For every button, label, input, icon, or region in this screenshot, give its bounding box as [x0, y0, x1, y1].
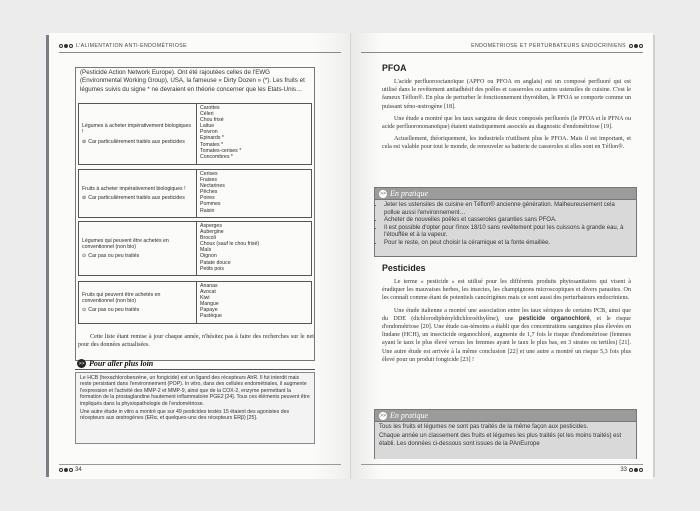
row-note: Car particulièrement traités aux pesticides — [88, 138, 185, 145]
text-run: Une étude italienne a montré une association entre les taux sériques de certains PCB, ainsi que du DDE (dichlorodiphényldichloroéthylène), une — [382, 307, 631, 322]
no-icon: ⊘ — [82, 138, 87, 145]
list-item: Papaye — [200, 307, 218, 314]
section-title-pesticides: Pesticides — [382, 263, 426, 273]
section-title-pfoa: PFOA — [382, 63, 407, 73]
list-item: • Pour le reste, on peut choisir la céramique et la fonte émaillée. — [384, 240, 632, 248]
list-item: Aubergine — [200, 229, 224, 236]
footer-rule — [361, 464, 643, 465]
pratique-list — [375, 202, 636, 248]
heading-rule — [75, 369, 315, 370]
row-note: Car pas ou peu traités — [88, 253, 140, 260]
en-pratique-header — [375, 410, 636, 422]
list-item: Nectarines — [200, 183, 225, 190]
folio-right — [620, 467, 643, 473]
list-item: Tomates-cerises * — [200, 147, 242, 154]
book-edge-right — [653, 35, 655, 477]
bold-term: pesticide organochloré — [518, 314, 590, 322]
list-item: Tomates * — [200, 141, 224, 148]
pesticides-text — [382, 278, 631, 368]
paragraph: Une étude a montré que les taux sanguins de deux composés perfluorés (le PFOA et le PFNA ou acide perfluorononanoïque) étaient statistiquement associés au diagnostic d'endométriose [19]. — [382, 115, 631, 131]
list-item: Brocoli — [200, 235, 216, 242]
aller-plus-loin-heading — [77, 359, 153, 368]
list-item: Epinards * — [200, 135, 224, 142]
ornament-dots — [629, 44, 643, 48]
no-icon: ⊘ — [82, 195, 87, 201]
list-item: • Jeter les ustensiles de cuisine en Téflon® ancienne génération. Malheureusement cela pollue aussi l'environnement… — [384, 202, 632, 217]
right-page — [351, 33, 653, 479]
ok-icon: ⊙ — [82, 253, 87, 260]
table-row — [78, 281, 312, 324]
en-pratique-header — [375, 188, 636, 200]
running-head-text: L'ALIMENTATION ANTI-ENDOMÉTRIOSE — [76, 43, 188, 49]
running-head-right — [471, 43, 643, 49]
list-item: Laitue — [200, 123, 215, 130]
row-label-cell — [79, 282, 197, 323]
footer-rule — [59, 464, 341, 465]
row-label: Légumes à acheter impérativement biologiques ! — [82, 123, 192, 136]
list-item: Fraises — [200, 177, 218, 184]
row-label-cell — [79, 170, 197, 217]
open-book — [49, 33, 653, 479]
ok-icon: ⊙ — [82, 307, 87, 314]
left-page — [49, 33, 351, 479]
list-item: Céleri — [200, 111, 214, 118]
list-item: • Acheter de nouvelles poêles et casseroles garanties sans PFOA. — [384, 217, 632, 225]
table-row — [78, 103, 312, 165]
header-rule — [59, 52, 341, 53]
paragraph — [382, 307, 631, 364]
text-run: , et le risque d'endométriose [20]. Une étude cas-témoins a établi que des concentrations sanguines plus élevées en lindane (HCH), un insecticide organochloré, augmente de 1,7 fois le risque d'endométriose (femmes ayant le taux le plus élevé — [382, 315, 631, 347]
row-note: Car particulièrement traités aux pesticides — [88, 195, 185, 201]
en-pratique-box-2 — [374, 409, 637, 459]
list-item: Oignon — [200, 253, 217, 260]
list-item: Petits pois — [200, 265, 224, 272]
aller-plus-loin-title: Pour aller plus loin — [89, 359, 154, 368]
list-item: Carottes — [200, 105, 220, 111]
running-head-left — [59, 43, 187, 49]
list-item: Cerises — [200, 171, 218, 177]
arrows-icon: >> — [380, 190, 386, 197]
list-item: Poires — [200, 195, 215, 202]
en-pratique-title: En pratique — [390, 189, 428, 198]
header-rule — [361, 52, 643, 53]
list-item: Chou frisé — [200, 117, 224, 124]
list-item: Poivron — [200, 129, 218, 136]
row-items-cell — [197, 282, 311, 323]
list-item: Pastèque — [200, 313, 222, 320]
row-label: Légumes qui peuvent être achetés en conventionnel (non bio) — [82, 237, 169, 250]
folio-left — [59, 467, 82, 473]
paragraph: Tous les fruits et légumes ne sont pas traités de la même façon aux pesticides. — [379, 424, 589, 430]
row-label-cell — [79, 104, 197, 164]
paragraph: L'acide perfluorooctanoïque (APFO ou PFOA en anglais) est un composé perfluoré qui est utilisé dans le revêtement antiadhésif des poêles et casseroles ou autres ustensiles de cuisine. C'est le fameux Téflon®. En plus de perturber le fonctionnement thyroïdien, le PFOA se comporte comme un puissant xéno-œstrogène [18]. — [382, 79, 631, 110]
paragraph: Chaque année un classement des fruits et légumes les plus traités (et les moins traités) est établi. Les données ci-dessous sont issues de la PAnEurope — [379, 432, 622, 447]
row-items-cell — [197, 222, 311, 275]
row-label: Fruits qui peuvent être achetés en conventionnel (non bio) — [82, 291, 161, 304]
text-run: les femmes ayant le taux le plus bas, en 3 strates ou tertiles) [21]. Une autre étude est arrivée à la même conclusion [22] et une autre a montré un risque 5,3 fois plus élevé pour un produit fongicide [23] ! — [382, 340, 631, 363]
table-row — [78, 169, 312, 218]
list-item: Choux (sauf le chou frisé) — [200, 241, 260, 248]
list-item: Pommes — [200, 201, 221, 208]
ornament-dots — [629, 468, 643, 472]
paragraph: Le terme « pesticide » est utilisé pour les différents produits phytosanitaires qui visent à éradiquer les mauvaises herbes, les insectes, les champignons microscopiques et divers parasites. On les connaît comme étant de potentiels cancérigènes mais ce sont aussi des perturbateurs endocriniens. — [382, 279, 631, 302]
en-pratique-box-1 — [374, 187, 637, 257]
arrows-icon: >> — [380, 412, 386, 419]
list-item: Raisin — [200, 207, 215, 214]
list-item: • Il est possible d'opter pour l'inox 18/10 sans revêtement pour les cuissons à grande eau, à l'étouffée et à la vapeur. — [384, 225, 632, 240]
table-row — [78, 221, 312, 276]
pratique-body — [375, 422, 636, 452]
en-pratique-title: En pratique — [390, 411, 428, 420]
box-paragraph: Une autre étude in vitro a montré que sur 49 pesticides testés 15 étaient des agonistes des récepteurs aux œstrogènes (ERα, et quelques-uns des récepteurs ERβ) [25]. — [80, 409, 290, 422]
box-paragraph: Le HCB (hexachlorobenzène, un fongicide) est un ligand des récepteurs AhR. Il fut interdit mais reste persistant dans l'environnement (POP). In vitro, dans des cellules endométriales, il augmente l'expression et l'activité des MMP-2 et MMP-9, ainsi que de la COX-2, enzyme permettant la formation de la prostaglandine hautement inflammatoire PGE2 [24]. Tous ces éléments peuvent être impliqués dans la physiopathologie de l'endométriose. — [80, 375, 310, 407]
row-items-cell — [197, 170, 311, 217]
after-table-paragraph: Cette liste étant remise à jour chaque année, n'hésitez pas à faire des recherches sur le net pour des données actualisées. — [78, 334, 314, 349]
row-note: Car pas ou peu traités — [88, 307, 140, 314]
list-item: Maïs — [200, 247, 212, 254]
row-items-cell — [197, 104, 311, 164]
arrows-icon: >> — [78, 360, 85, 367]
list-item: Kiwi — [200, 295, 210, 302]
italic-term: versus — [449, 340, 465, 347]
list-intro: (Pesticide Action Network Europe). Ont été rajoutées celles de l'EWG (Environmental Working Group), USA, la fameuse « Dirty Dozen » (*). Les fruits et légumes suivis du signe * ne devraient en théorie concerner que les Etats-Unis… — [80, 69, 305, 93]
list-item: Ananas — [200, 283, 218, 289]
list-item: Concombres * — [200, 153, 233, 160]
list-item: Mangue — [200, 301, 219, 308]
list-item: Asperges — [200, 223, 222, 229]
list-item: Pêches — [200, 189, 218, 196]
row-label: Fruits à acheter impérativement biologiques ! — [82, 185, 186, 192]
paragraph: Actuellement, théoriquement, les industriels n'utilisent plus le PFOA. Mais il est important, et cela est valable pour tout le monde, de renouveler sa batterie de casseroles si elles sont en Téflon®. — [382, 136, 631, 151]
page-number: 34 — [75, 467, 82, 473]
pfoa-text — [382, 78, 631, 156]
running-head-text: ENDOMÉTRIOSE ET PERTURBATEURS ENDOCRINIENS — [471, 43, 626, 49]
list-item: Avocat — [200, 289, 216, 296]
aller-plus-loin-box — [75, 372, 315, 444]
list-item: Patate douce — [200, 259, 231, 266]
row-label-cell — [79, 222, 197, 275]
ornament-dots — [59, 44, 73, 48]
ornament-dots — [59, 468, 73, 472]
page-number: 33 — [620, 467, 627, 473]
